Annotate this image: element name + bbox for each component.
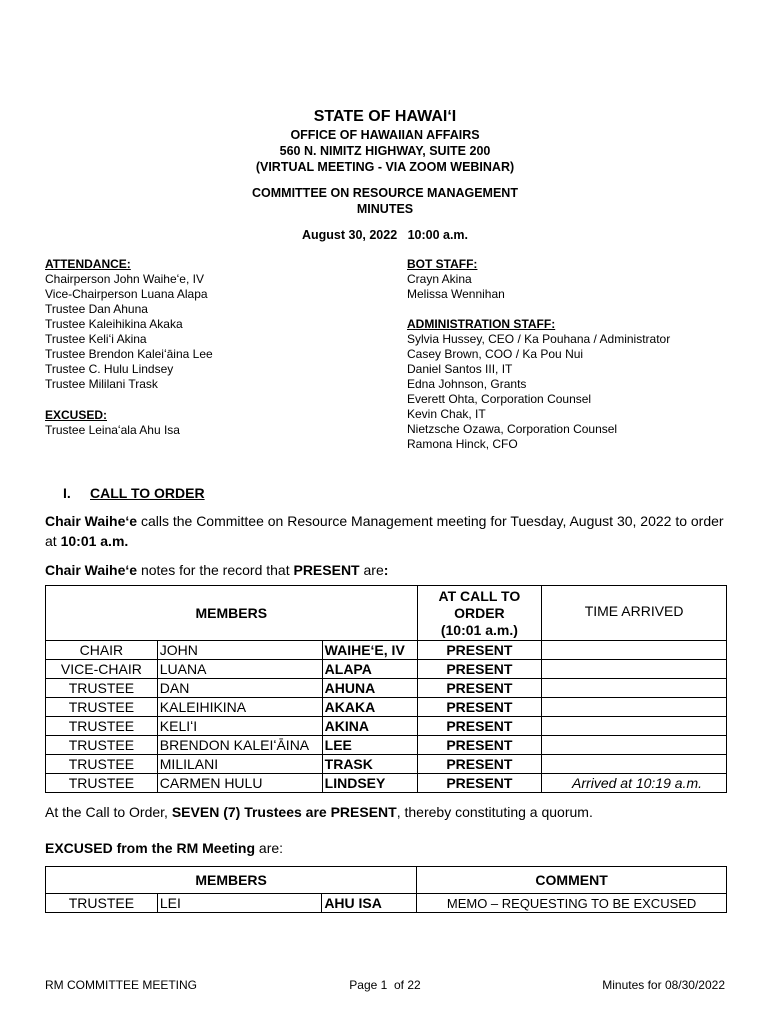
footer-right: Minutes for 08/30/2022 <box>602 978 725 992</box>
quorum-count: SEVEN (7) Trustees are PRESENT <box>171 804 397 820</box>
first-name-cell: LUANA <box>157 660 322 679</box>
excused-members-table <box>45 866 727 913</box>
first-name-cell: CARMEN HULU <box>157 774 322 793</box>
chair-name: Chair Waiheʻe <box>45 562 138 578</box>
comment-cell: MEMO – REQUESTING TO BE EXCUSED <box>417 894 727 913</box>
table-row <box>46 679 727 698</box>
admin-staff-item: Everett Ohta, Corporation Counsel <box>407 392 592 406</box>
chair-name: Chair Waiheʻe <box>45 513 138 529</box>
table-row <box>46 641 727 660</box>
arrived-cell <box>542 736 727 755</box>
members-header: MEMBERS <box>46 586 418 641</box>
arrived-cell <box>542 679 727 698</box>
excused-text: are: <box>255 840 284 856</box>
table-row <box>46 894 727 913</box>
office-address: 560 N. NIMITZ HIGHWAY, SUITE 200 <box>279 144 491 158</box>
table-row <box>46 755 727 774</box>
arrived-cell <box>542 641 727 660</box>
last-name-cell: AKINA <box>322 717 417 736</box>
last-name-cell: LINDSEY <box>322 774 417 793</box>
status-cell: PRESENT <box>417 641 542 660</box>
excused-label: EXCUSED from the RM Meeting <box>45 840 256 856</box>
status-cell: PRESENT <box>417 698 542 717</box>
paragraph-text: notes for the record that <box>137 562 294 578</box>
meeting-type: (VIRTUAL MEETING - VIA ZOOM WEBINAR) <box>255 160 515 174</box>
role-cell: TRUSTEE <box>46 698 158 717</box>
arrived-cell: Arrived at 10:19 a.m. <box>542 774 727 793</box>
last-name-cell: ALAPA <box>322 660 417 679</box>
office-name: OFFICE OF HAWAIIAN AFFAIRS <box>290 128 480 142</box>
role-cell: CHAIR <box>46 641 158 660</box>
section-title: CALL TO ORDER <box>90 485 205 501</box>
colon: : <box>383 562 389 578</box>
admin-staff-item: Nietzsche Ozawa, Corporation Counsel <box>407 422 618 436</box>
present-paragraph <box>45 560 735 580</box>
section-heading <box>45 485 205 501</box>
last-name-cell: AHUNA <box>322 679 417 698</box>
admin-staff-item: Daniel Santos III, IT <box>407 362 513 376</box>
first-name-cell: LEI <box>157 894 321 913</box>
excused-members-header: MEMBERS <box>46 867 417 894</box>
status-cell: PRESENT <box>417 717 542 736</box>
attendance-heading: ATTENDANCE: <box>45 257 131 271</box>
last-name-cell: AHU ISA <box>322 894 417 913</box>
role-cell: VICE-CHAIR <box>46 660 158 679</box>
first-name-cell: MILILANI <box>157 755 322 774</box>
status-cell: PRESENT <box>417 660 542 679</box>
call-to-order-paragraph <box>45 511 735 551</box>
table-row <box>46 698 727 717</box>
arrived-cell <box>542 698 727 717</box>
first-name-cell: DAN <box>157 679 322 698</box>
attendance-item: Trustee Keliʻi Akina <box>45 332 147 346</box>
admin-staff-item: Edna Johnson, Grants <box>407 377 527 391</box>
quorum-statement <box>45 802 735 822</box>
committee-name: COMMITTEE ON RESOURCE MANAGEMENT <box>252 186 518 200</box>
attendance-item: Trustee Kaleihikina Akaka <box>45 317 183 331</box>
role-cell: TRUSTEE <box>46 774 158 793</box>
admin-staff-item: Sylvia Hussey, CEO / Ka Pouhana / Administrator <box>407 332 671 346</box>
role-cell: TRUSTEE <box>46 755 158 774</box>
admin-staff-heading: ADMINISTRATION STAFF: <box>407 317 556 331</box>
status-cell: PRESENT <box>417 736 542 755</box>
attendance-item: Chairperson John Waiheʻe, IV <box>45 272 204 286</box>
first-name-cell: BRENDON KALEIʻĀINA <box>157 736 322 755</box>
bot-staff-item: Melissa Wennihan <box>407 287 505 301</box>
last-name-cell: LEE <box>322 736 417 755</box>
attendance-item: Trustee Dan Ahuna <box>45 302 148 316</box>
first-name-cell: KELIʻI <box>157 717 322 736</box>
attendance-item: Trustee C. Hulu Lindsey <box>45 362 174 376</box>
excused-item: Trustee Leinaʻala Ahu Isa <box>45 423 180 437</box>
section-number: I. <box>63 485 71 501</box>
admin-staff-item: Ramona Hinck, CFO <box>407 437 518 451</box>
footer-left: RM COMMITTEE MEETING <box>45 978 197 992</box>
paragraph-text: are <box>359 562 384 578</box>
first-name-cell: JOHN <box>157 641 322 660</box>
status-cell: PRESENT <box>417 774 542 793</box>
admin-staff-item: Kevin Chak, IT <box>407 407 486 421</box>
call-header-line: ORDER <box>454 604 505 621</box>
staff-block <box>407 257 670 452</box>
excused-statement <box>45 838 735 858</box>
status-cell: PRESENT <box>417 679 542 698</box>
role-cell: TRUSTEE <box>46 736 158 755</box>
document-title: STATE OF HAWAIʻI <box>313 108 457 125</box>
paragraph-text: calls the Committee on Resource Management meeting for Tuesday, August 30, 2022 to order at <box>45 513 724 549</box>
last-name-cell: TRASK <box>322 755 417 774</box>
admin-staff-item: Casey Brown, COO / Ka Pou Nui <box>407 347 584 361</box>
quorum-text: , thereby constituting a quorum. <box>396 804 593 820</box>
excused-heading: EXCUSED: <box>45 408 108 422</box>
call-time: 10:01 a.m. <box>60 533 129 549</box>
comment-header: COMMENT <box>417 867 727 894</box>
last-name-cell: WAIHEʻE, IV <box>322 641 417 660</box>
first-name-cell: KALEIHIKINA <box>157 698 322 717</box>
attendance-item: Trustee Brendon Kaleiʻāina Lee <box>45 347 213 361</box>
role-cell: TRUSTEE <box>46 894 158 913</box>
meeting-date: August 30, 2022 10:00 a.m. <box>301 228 469 242</box>
bot-staff-heading: BOT STAFF: <box>407 257 478 271</box>
present-word: PRESENT <box>293 562 360 578</box>
attendance-item: Trustee Mililani Trask <box>45 377 158 391</box>
arrived-cell <box>542 755 727 774</box>
doc-type: MINUTES <box>356 202 414 216</box>
role-cell: TRUSTEE <box>46 679 158 698</box>
time-arrived-header: TIME ARRIVED <box>542 586 727 641</box>
last-name-cell: AKAKA <box>322 698 417 717</box>
arrived-cell <box>542 660 727 679</box>
present-members-table <box>45 585 727 793</box>
call-header-line: AT CALL TO <box>438 587 521 604</box>
arrived-cell <box>542 717 727 736</box>
call-header-line: (10:01 a.m.) <box>440 621 518 638</box>
role-cell: TRUSTEE <box>46 717 158 736</box>
table-row <box>46 660 727 679</box>
quorum-text: At the Call to Order, <box>45 804 172 820</box>
bot-staff-item: Crayn Akina <box>407 272 472 286</box>
call-to-order-header <box>417 586 542 641</box>
table-row <box>46 736 727 755</box>
status-cell: PRESENT <box>417 755 542 774</box>
table-row <box>46 717 727 736</box>
table-row <box>46 774 727 793</box>
attendance-block <box>45 257 213 438</box>
attendance-item: Vice-Chairperson Luana Alapa <box>45 287 208 301</box>
page-number: Page 1 of 22 <box>349 978 421 992</box>
